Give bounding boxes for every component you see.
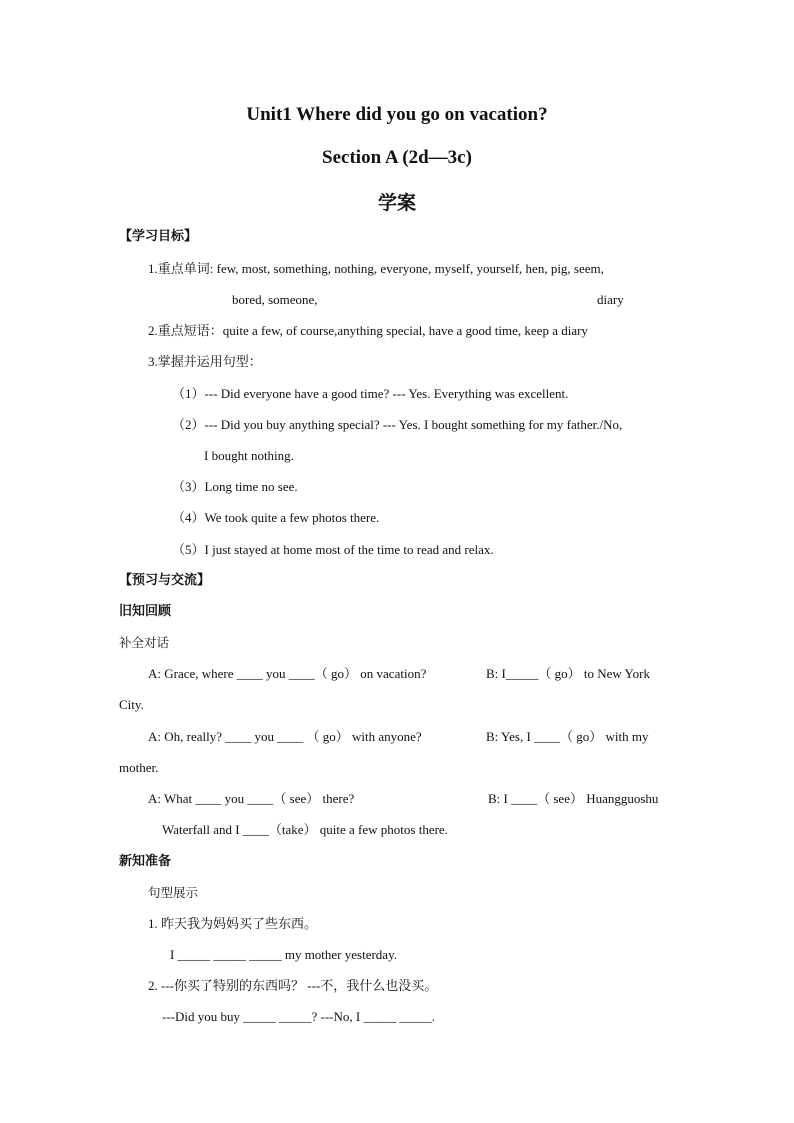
dialog-b1-cont: City. [119,697,144,712]
dialog-a3: A: What ____ you ____（ see） there? [148,791,355,806]
dialog-a2: A: Oh, really? ____ you ____ （ go） with anyone? [148,729,422,744]
unit-title: Unit1 Where did you go on vacation? [246,104,548,125]
section-title: Section A (2d—3c) [322,147,472,168]
review-header: 旧知回顾 [119,604,172,619]
dialog-b2: B: Yes, I ____（ go） with my [486,729,649,744]
sentence-4: （4）We took quite a few photos there. [172,510,380,525]
vocab-line-2b: diary [597,292,624,307]
sentence-5: （5）I just stayed at home most of the time to read and relax. [172,542,494,557]
dialog-b3-cont: Waterfall and I ____（take） quite a few photos there. [162,822,448,837]
phrases-line: 2.重点短语：quite a few, of course,anything special, have a good time, keep a diary [148,323,588,338]
sentence-2: （2）--- Did you buy anything special? --- Yes. I bought something for my father./No, [172,417,623,432]
objectives-header: 【学习目标】 [119,229,198,244]
dialog-b2-cont: mother. [119,760,159,775]
sentence-3: （3）Long time no see. [172,479,298,494]
vocab-line-1: 1.重点单词: few, most, something, nothing, everyone, myself, yourself, hen, pig, seem, [148,261,604,276]
sentence-1: （1）--- Did everyone have a good time? --- Yes. Everything was excellent. [172,386,569,401]
pattern-item-1-blank: I _____ _____ _____ my mother yesterday. [170,947,397,962]
pattern-item-2-blank: ---Did you buy _____ _____? ---No, I _____ _____. [162,1009,435,1024]
pattern-item-2: 2. ---你买了特别的东西吗？ ---不，我什么也没买。 [148,978,438,993]
dialog-b3: B: I ____（ see） Huangguoshu [488,791,659,806]
worksheet-subtitle: 学案 [377,192,416,214]
vocab-line-2a: bored, someone, [232,292,318,307]
sentence-2-cont: I bought nothing. [204,448,294,463]
dialog-a1: A: Grace, where ____ you ____（ go） on vacation? [148,666,427,681]
sentences-header: 3.掌握并运用句型： [148,354,262,369]
review-task: 补全对话 [119,635,170,650]
pattern-item-1: 1. 昨天我为妈妈买了些东西。 [148,916,318,931]
new-knowledge-header: 新知准备 [119,854,172,869]
dialog-b1: B: I_____（ go） to New York [486,666,650,681]
preview-header: 【预习与交流】 [119,573,211,588]
pattern-header: 句型展示 [148,885,199,900]
